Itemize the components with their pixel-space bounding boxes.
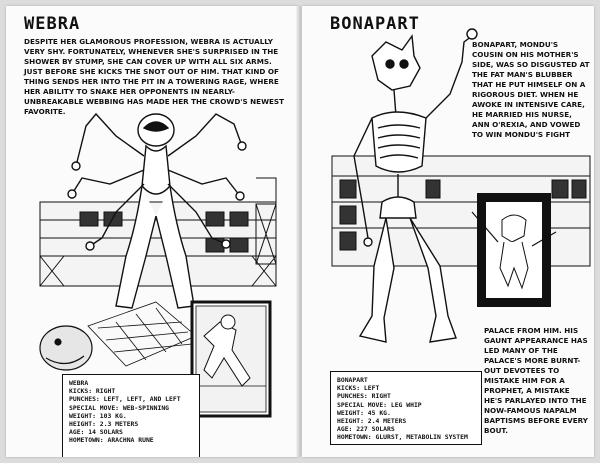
stat-hometown: HOMETOWN: ARACHNA RUNE [69,436,154,445]
stat-age: AGE: 227 SOLARS [337,425,395,434]
stats-box [330,371,482,445]
stat-height: HEIGHT: 2.4 METERS [337,417,407,426]
fallen-opponent [40,326,92,370]
web-net [88,302,196,366]
stat-weight: WEIGHT: 103 KG. [69,411,127,420]
page-title: BONAPART [330,14,420,34]
stat-special-move: SPECIAL MOVE: LEG WHIP [337,400,422,409]
stat-name: WEBRA [69,379,89,387]
stat-punches: PUNCHES: LEFT, LEFT, AND LEFT [69,395,181,404]
stat-height: HEIGHT: 2.3 METERS [69,420,139,429]
left-page [6,6,298,457]
inset-panel [472,194,556,306]
character-description-continued: PALACE FROM HIM. HIS GAUNT APPEARANCE HAS LED MANY OF THE PALACE'S MORE BURNT-OUT DEVOTEES TO MISTAKE HIM FOR A PROPHET, A MISTAKE HE'S PARLAYED INTO THE NOW-FAMOUS NAPALM BAPTISMS BEFORE EVERY BOUT. [484,326,588,435]
stat-hometown: HOMETOWN: GLURST, METABOLIN SYSTEM [337,433,468,442]
stat-special-move: SPECIAL MOVE: WEB-SPINNING [69,403,170,412]
stat-kicks: KICKS: RIGHT [69,387,116,396]
stat-name: BONAPART [337,376,368,384]
character-description: BONAPART, MONDU'S COUSIN ON HIS MOTHER'S SIDE, WAS SO DISGUSTED AT THE FAT MAN'S BLUBBER THAT HE PUT HIMSELF ON A RIGOROUS DIET. WHEN HE AWOKE IN INTENSIVE CARE, HE MARRIED HIS NURSE, ANN O'REXIA, AND VOWED TO WIN MONDU'S FIGHT [472,40,590,139]
stats-box [62,374,200,457]
right-page [302,6,594,457]
stat-weight: WEIGHT: 45 KG. [337,408,391,417]
stat-punches: PUNCHES: RIGHT [337,392,391,401]
inset-panel [192,302,270,416]
character-description: DESPITE HER GLAMOROUS PROFESSION, WEBRA IS ACTUALLY VERY SHY. FORTUNATELY, WHENEVER SHE'S SURPRISED IN THE SHOWER BY STUMP, SHE CAN COVER UP WITH ALL SIX ARMS. JUST BEFORE SHE KICKS THE SNOT OUT OF HIM. THAT KIND OF THING SENDS HER INTO THE PIT IN A TOWERING RAGE, WHERE HER ABILITY TO SNAKE HER OPPONENTS IN NEARLY-UNBREAKABLE WEBBING HAS MADE HER THE CROWD'S NEWEST FAVORITE. [24,37,285,116]
background-building [332,156,590,266]
page-title: WEBRA [24,14,81,34]
stat-kicks: KICKS: LEFT [337,384,380,393]
stat-age: AGE: 14 SOLARS [69,428,123,437]
